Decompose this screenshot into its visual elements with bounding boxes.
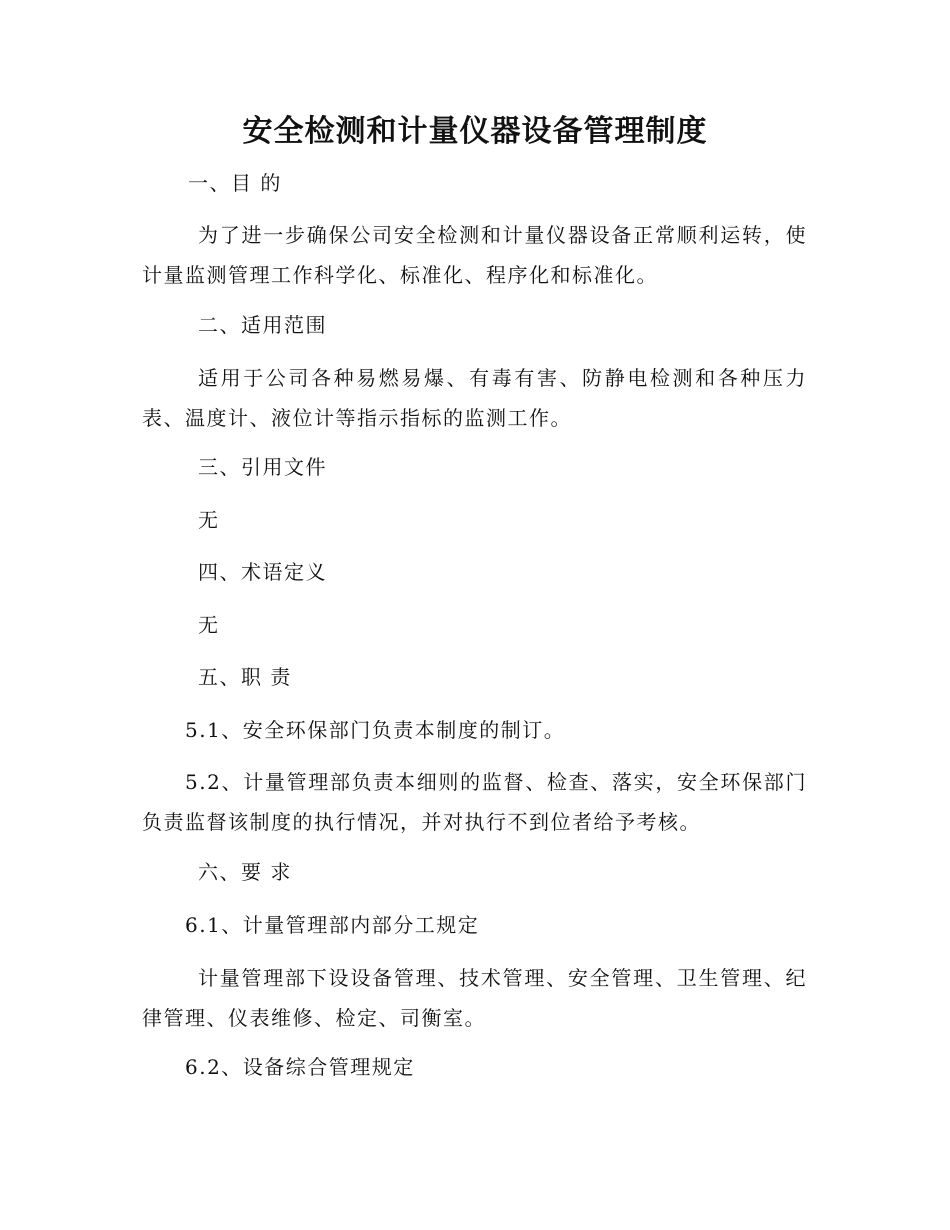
clause-5-2: 5.2、计量管理部负责本细则的监督、检查、落实，安全环保部门负责监督该制度的执行情况，并对执行不到位者给予考核。 (142, 770, 807, 834)
clause-6-1-heading: 6.1、计量管理部内部分工规定 (185, 913, 480, 937)
section-heading-definitions: 四、术语定义 (198, 560, 327, 584)
clause-6-2-heading: 6.2、设备综合管理规定 (185, 1055, 415, 1079)
paragraph-6-1: 计量管理部下设设备管理、技术管理、安全管理、卫生管理、纪律管理、仪表维修、检定、司衡室。 (142, 966, 807, 1030)
paragraph-purpose: 为了进一步确保公司安全检测和计量仪器设备正常顺利运转，使计量监测管理工作科学化、标准化、程序化和标准化。 (142, 223, 807, 287)
paragraph-definitions: 无 (198, 613, 220, 637)
section-heading-scope: 二、适用范围 (198, 313, 327, 337)
clause-5-1: 5.1、安全环保部门负责本制度的制订。 (185, 718, 566, 742)
section-heading-requirements: 六、要 求 (198, 860, 292, 884)
paragraph-references: 无 (198, 508, 220, 532)
paragraph-scope: 适用于公司各种易燃易爆、有毒有害、防静电检测和各种压力表、温度计、液位计等指示指标的监测工作。 (142, 366, 807, 430)
section-heading-purpose: 一、目 的 (188, 171, 282, 195)
section-heading-references: 三、引用文件 (198, 455, 327, 479)
document-title: 安全检测和计量仪器设备管理制度 (242, 114, 708, 149)
section-heading-responsibilities: 五、职 责 (198, 665, 292, 689)
